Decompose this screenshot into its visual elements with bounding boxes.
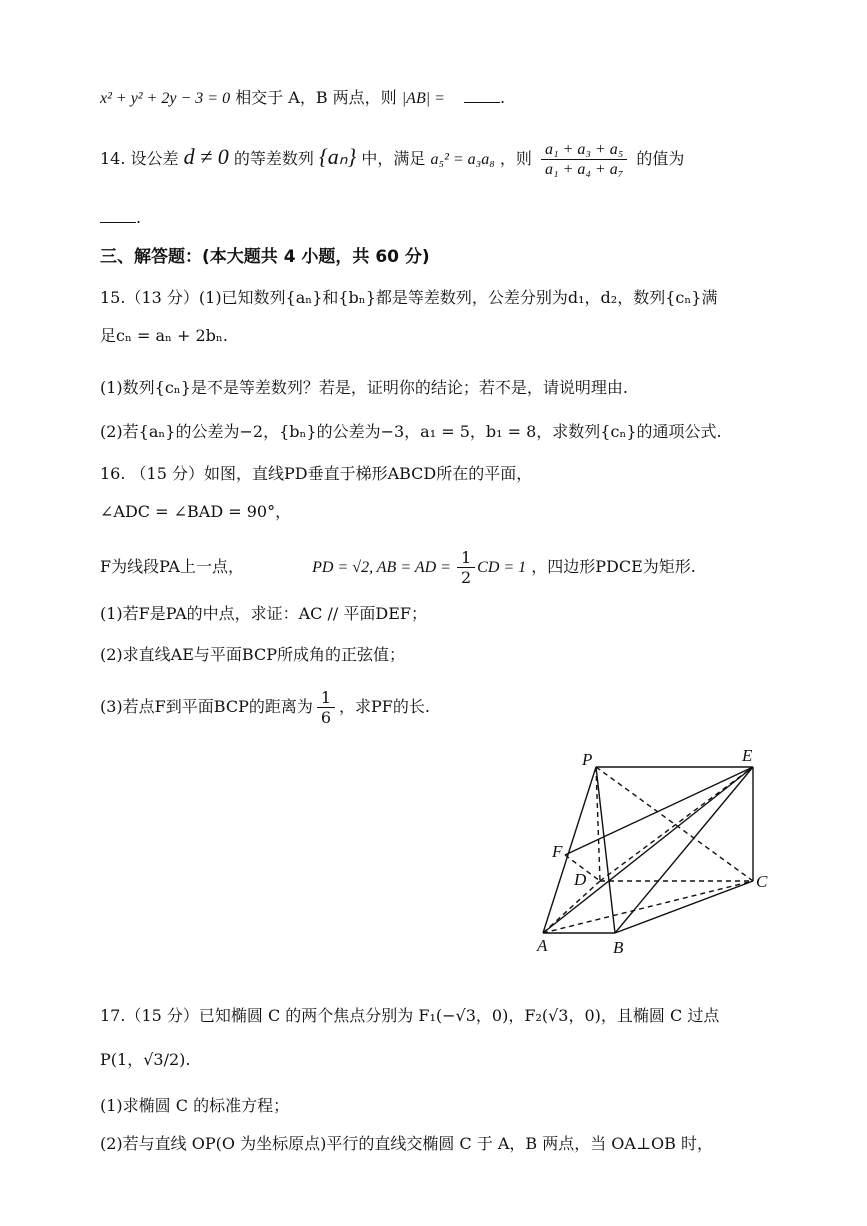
q14-text2: 的等差数列 [233, 149, 314, 169]
q16-part3 [100, 688, 430, 727]
q14-text4: ，则 [499, 149, 532, 169]
q16-part3-frac-den: 6 [320, 708, 332, 728]
q14-fraction [541, 140, 627, 179]
q14-end: . [136, 208, 142, 227]
answer-blank [100, 221, 136, 223]
q15-line2: 足cₙ = aₙ + 2bₙ. [100, 326, 228, 345]
q16-line3 [100, 548, 696, 587]
pyramid-figure [528, 745, 778, 965]
section-heading: 三、解答题：(本大题共 4 小题，共 60 分) [100, 247, 430, 267]
label-p: P [582, 750, 593, 769]
q17-part1: (1)求椭圆 C 的标准方程； [100, 1096, 290, 1115]
q14-number: 14. [100, 149, 126, 169]
q14-text3: 中，满足 [361, 149, 426, 169]
q14-text1: 设公差 [130, 149, 179, 169]
q16-part3b: ，求PF的长. [339, 697, 430, 717]
label-a: A [537, 936, 548, 955]
q13-abs-ab: |AB| = [401, 90, 445, 107]
q13-line [100, 88, 505, 108]
q14-frac-num: a₁ + a₃ + a₅ [541, 140, 627, 160]
q17-part2: (2)若与直线 OP(O 为坐标原点)平行的直线交椭圆 C 于 A，B 两点，当 OA⊥OB 时， [100, 1134, 713, 1153]
q16-line3a: F为线段PA上一点， [100, 557, 244, 577]
q15-line1: 15.（13 分）(1)已知数列{aₙ}和{bₙ}都是等差数列，公差分别为d₁，d₂，数列{cₙ}满 [100, 288, 718, 307]
answer-blank [464, 101, 500, 103]
q14-frac-den: a₁ + a₄ + a₇ [545, 161, 624, 179]
q14-line [100, 140, 684, 179]
q15-part2: (2)若{aₙ}的公差为−2，{bₙ}的公差为−3，a₁ = 5，b₁ = 8，求数列{cₙ}的通项公式. [100, 422, 722, 441]
q17-line1: 17.（15 分）已知椭圆 C 的两个焦点分别为 F₁(−√3，0)，F₂(√3，0)，且椭圆 C 过点 [100, 1006, 720, 1025]
label-b: B [613, 938, 624, 957]
q16-half-den: 2 [460, 568, 472, 588]
q14-answer-line [100, 208, 141, 227]
q16-part3-frac-num: 1 [317, 688, 335, 708]
q13-end: . [500, 88, 506, 107]
label-d: D [574, 870, 587, 889]
q14-seq: {aₙ} [318, 144, 357, 170]
q15-part1: (1)数列{cₙ}是不是等差数列？若是，证明你的结论；若不是，请说明理由. [100, 378, 628, 397]
q16-formula-tail: CD = 1 [477, 559, 527, 577]
q13-equation: x² + y² + 2y − 3 = 0 [100, 90, 231, 107]
q16-part3-frac [317, 688, 335, 727]
q17-line2: P(1，√3/2). [100, 1050, 191, 1069]
q14-text5: 的值为 [636, 149, 685, 169]
q13-text: 相交于 A，B 两点，则 [235, 88, 397, 107]
q16-part3a: (3)若点F到平面BCP的距离为 [100, 697, 313, 717]
q16-formula: PD = √2, AB = AD = [312, 559, 455, 577]
q14-cond: d ≠ 0 [183, 144, 229, 170]
q16-part1: (1)若F是PA的中点，求证：AC // 平面DEF； [100, 604, 427, 623]
q14-eq: a₅² = a₃a₈ [430, 151, 495, 169]
q16-half-num: 1 [457, 548, 475, 568]
q16-half [457, 548, 475, 587]
label-c: C [756, 872, 768, 891]
label-e: E [742, 746, 753, 765]
q16-part2: (2)求直线AE与平面BCP所成角的正弦值； [100, 645, 405, 664]
q16-line1: 16. （15 分）如图，直线PD垂直于梯形ABCD所在的平面， [100, 464, 533, 483]
label-f: F [552, 842, 563, 861]
q16-line2: ∠ADC = ∠BAD = 90°， [100, 502, 292, 521]
q16-line3b: ，四边形PDCE为矩形. [531, 557, 696, 577]
